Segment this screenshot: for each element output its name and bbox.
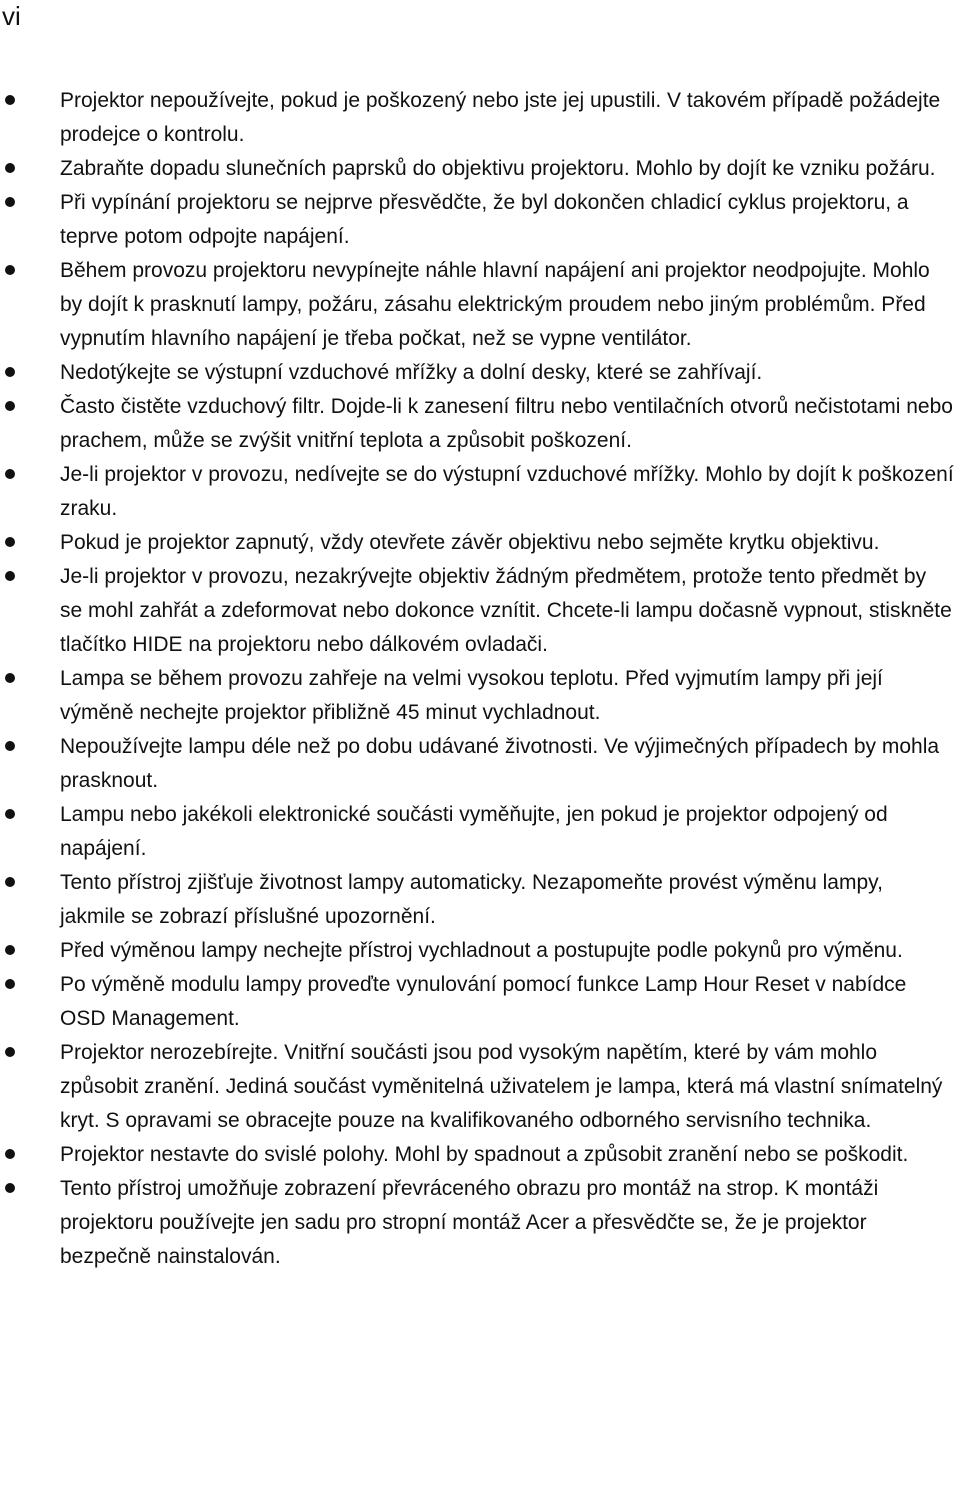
- list-item-text: Lampu nebo jakékoli elektronické součásti vyměňujte, jen pokud je projektor odpojený od napájení.: [60, 803, 888, 860]
- list-item: [0, 1172, 960, 1274]
- list-item-text: Lampa se během provozu zahřeje na velmi vysokou teplotu. Před vyjmutím lampy při její výměně nechejte projektor přibližně 45 minut vychladnout.: [60, 667, 883, 724]
- bullet-icon: [5, 571, 15, 581]
- list-item: [0, 526, 960, 560]
- list-item: [0, 798, 960, 866]
- list-item: [0, 560, 960, 662]
- list-item: [0, 866, 960, 934]
- bullet-icon: [5, 877, 15, 887]
- bullet-icon: [5, 163, 15, 173]
- list-item: [0, 968, 960, 1036]
- bullet-icon: [5, 367, 15, 377]
- list-item: [0, 730, 960, 798]
- bullet-icon: [5, 741, 15, 751]
- bullet-icon: [5, 979, 15, 989]
- list-item-text: Projektor nepoužívejte, pokud je poškozený nebo jste jej upustili. V takovém případě požádejte prodejce o kontrolu.: [60, 89, 941, 146]
- list-item-text: Zabraňte dopadu slunečních paprsků do objektivu projektoru. Mohlo by dojít ke vzniku požáru.: [60, 157, 936, 180]
- list-item-text: Projektor nestavte do svislé polohy. Mohl by spadnout a způsobit zranění nebo se poškodit.: [60, 1143, 909, 1166]
- bullet-icon: [5, 197, 15, 207]
- list-item: [0, 1138, 960, 1172]
- page-number: vi: [2, 1, 21, 31]
- list-item: [0, 458, 960, 526]
- list-item-text: Pokud je projektor zapnutý, vždy otevřete závěr objektivu nebo sejměte krytku objektivu.: [60, 531, 880, 554]
- list-item-text: Při vypínání projektoru se nejprve přesvědčte, že byl dokončen chladicí cyklus projektoru, a teprve potom odpojte napájení.: [60, 191, 909, 248]
- bullet-icon: [5, 265, 15, 275]
- list-item: [0, 1036, 960, 1138]
- list-item-text: Před výměnou lampy nechejte přístroj vychladnout a postupujte podle pokynů pro výměnu.: [60, 939, 903, 962]
- list-item-text: Během provozu projektoru nevypínejte náhle hlavní napájení ani projektor neodpojujte. Mohlo by dojít k prasknutí lampy, požáru, zásahu elektrickým proudem nebo jiným problémům. Před vypnutím hlavního napájení je třeba počkat, než se vypne ventilátor.: [60, 259, 930, 350]
- bullet-icon: [5, 537, 15, 547]
- list-item: [0, 662, 960, 730]
- bullet-icon: [5, 95, 15, 105]
- bullet-icon: [5, 1047, 15, 1057]
- list-item: [0, 390, 960, 458]
- bullet-icon: [5, 673, 15, 683]
- list-item-text: Je-li projektor v provozu, nedívejte se do výstupní vzduchové mřížky. Mohlo by dojít k poškození zraku.: [60, 463, 954, 520]
- list-item-text: Po výměně modulu lampy proveďte vynulování pomocí funkce Lamp Hour Reset v nabídce OSD Management.: [60, 973, 907, 1030]
- list-item: [0, 84, 960, 152]
- list-item: [0, 186, 960, 254]
- bullet-icon: [5, 945, 15, 955]
- list-item-text: Nedotýkejte se výstupní vzduchové mřížky a dolní desky, které se zahřívají.: [60, 361, 763, 384]
- list-item-text: Nepoužívejte lampu déle než po dobu udávané životnosti. Ve výjimečných případech by mohla prasknout.: [60, 735, 940, 792]
- list-item-text: Tento přístroj umožňuje zobrazení převráceného obrazu pro montáž na strop. K montáži projektoru používejte jen sadu pro stropní montáž Acer a přesvědčte se, že je projektor bezpečně nainstalován.: [60, 1177, 879, 1268]
- list-item-text: Často čistěte vzduchový filtr. Dojde-li k zanesení filtru nebo ventilačních otvorů nečistotami nebo prachem, může se zvýšit vnitřní teplota a způsobit poškození.: [60, 395, 953, 452]
- bullet-icon: [5, 1183, 15, 1193]
- list-item-text: Je-li projektor v provozu, nezakrývejte objektiv žádným předmětem, protože tento předmět by se mohl zahřát a zdeformovat nebo dokonce vznítit. Chcete-li lampu dočasně vypnout, stiskněte tlačítko HIDE na projektoru nebo dálkovém ovladači.: [60, 565, 952, 656]
- list-item: [0, 356, 960, 390]
- list-item-text: Projektor nerozebírejte. Vnitřní součásti jsou pod vysokým napětím, které by vám mohlo způsobit zranění. Jediná součást vyměnitelná uživatelem je lampa, která má vlastní snímatelný kryt. S opravami se obracejte pouze na kvalifikovaného odborného servisního technika.: [60, 1041, 943, 1132]
- bullet-icon: [5, 809, 15, 819]
- list-item: [0, 934, 960, 968]
- bullet-icon: [5, 469, 15, 479]
- bullet-icon: [5, 1149, 15, 1159]
- bullet-icon: [5, 401, 15, 411]
- safety-bullet-list: [0, 84, 960, 1274]
- list-item: [0, 152, 960, 186]
- list-item: [0, 254, 960, 356]
- list-item-text: Tento přístroj zjišťuje životnost lampy automaticky. Nezapomeňte provést výměnu lampy, jakmile se zobrazí příslušné upozornění.: [60, 871, 883, 928]
